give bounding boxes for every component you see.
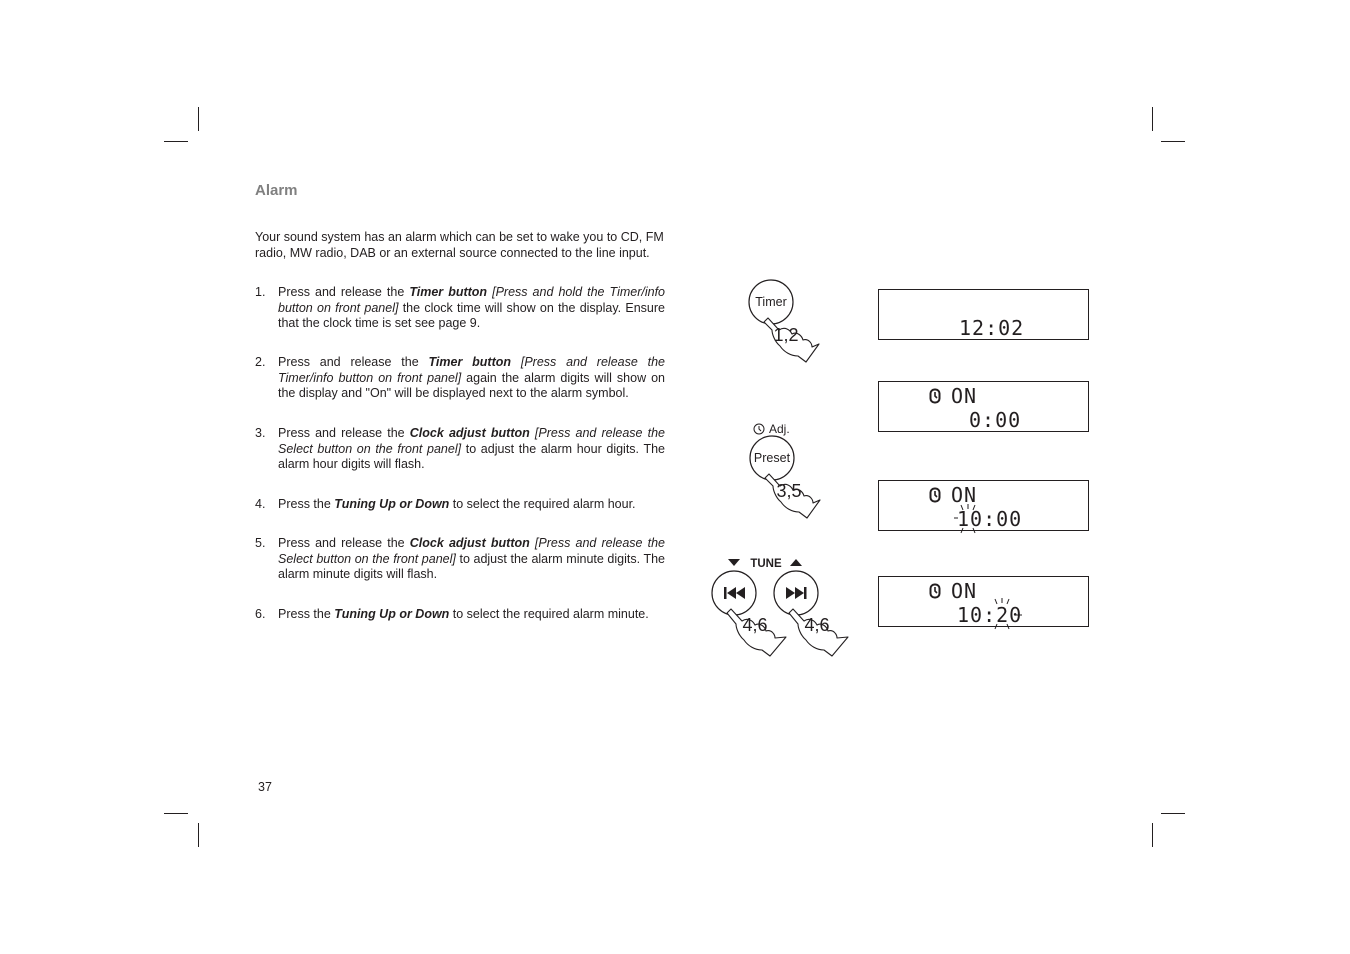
step-text-part: the clock time will show on the display. Ensure that the clock time is set see page 9. (278, 300, 666, 330)
lcd-alarm-status: ON (951, 384, 978, 408)
step-text-part: Press and release the (278, 426, 410, 440)
step-number: 3. (255, 426, 266, 440)
page-number: 37 (258, 780, 272, 794)
step-number: 5. (255, 536, 266, 550)
skip-forward-icon (786, 587, 807, 599)
preset-step-label: 3,5 (776, 481, 802, 501)
step-item (255, 426, 665, 473)
crop-mark (164, 141, 188, 142)
step-button-name: Timer button (428, 355, 512, 369)
step-item (255, 285, 665, 332)
step-number: 1. (255, 285, 266, 299)
alarm-clock-icon (929, 388, 941, 404)
flash-indicator-icon (953, 503, 987, 535)
button-illustration (700, 270, 870, 670)
step-text-part: to adjust the alarm minute digits. The alarm minute digits will flash. (278, 551, 665, 581)
triangle-up-icon (790, 559, 802, 566)
step-item (255, 536, 665, 583)
step-text-part: Press and release the (278, 285, 410, 299)
step-item (255, 497, 665, 513)
crop-mark (198, 107, 199, 131)
adj-label: Adj. (769, 422, 790, 436)
step-text (278, 536, 665, 583)
step-text (278, 497, 665, 513)
lcd-display (878, 576, 1089, 627)
page-title: Alarm (255, 182, 298, 199)
step-button-name: Clock adjust button (409, 536, 530, 550)
lcd-display (878, 381, 1089, 432)
flash-indicator-icon (987, 597, 1027, 631)
timer-step-label: 1,2 (773, 325, 799, 345)
tune-up-step-label: 4,6 (804, 615, 830, 635)
step-note: [Press and hold the Timer/info button on front panel] (278, 285, 665, 315)
intro-paragraph: Your sound system has an alarm which can be set to wake you to CD, FM radio, MW radio, DAB or an external source connected to the line input. (255, 230, 664, 260)
crop-mark (1161, 813, 1185, 814)
preset-label: Preset (753, 451, 791, 465)
step-button-name: Clock adjust button (409, 426, 530, 440)
lcd-time: 12:02 (959, 316, 1025, 340)
crop-mark (1152, 823, 1153, 847)
lcd-alarm-time: 10:00 (957, 507, 1023, 531)
lcd-alarm-time: 10:20 (957, 603, 1023, 627)
step-note: [Press and release the Select button on the front panel] (278, 426, 666, 456)
step-text (278, 355, 665, 402)
timer-label: Timer (755, 295, 787, 309)
skip-back-icon (724, 587, 745, 599)
lcd-alarm-status: ON (951, 579, 978, 603)
step-note: [Press and release the Select button on the front panel] (278, 536, 666, 566)
alarm-clock-icon (929, 583, 941, 599)
alarm-clock-icon (929, 487, 941, 503)
step-button-name: Tuning Up or Down (334, 607, 450, 621)
step-text-part: Press the (278, 497, 335, 511)
step-item (255, 607, 665, 623)
crop-mark (1152, 107, 1153, 131)
step-button-name: Tuning Up or Down (334, 497, 450, 511)
triangle-down-icon (728, 559, 740, 566)
step-button-name: Timer button (409, 285, 488, 299)
step-number: 6. (255, 607, 266, 621)
step-note: [Press and release the Timer/info button on front panel] (278, 355, 666, 385)
step-text-part: Press and release the (278, 536, 410, 550)
step-text-part: again the alarm digits will show on the display and "On" will be displayed next to the alarm symbol. (278, 370, 665, 400)
step-text-part: to adjust the alarm hour digits. The alarm hour digits will flash. (278, 441, 665, 471)
crop-mark (198, 823, 199, 847)
clock-icon (759, 426, 761, 431)
step-text (278, 285, 665, 332)
crop-mark (1161, 141, 1185, 142)
step-text-part: Press and release the (278, 355, 429, 369)
crop-mark (164, 813, 188, 814)
step-text-part: to select the required alarm minute. (449, 607, 649, 621)
lcd-alarm-status: ON (951, 483, 978, 507)
lcd-alarm-time: 0:00 (969, 408, 1022, 432)
step-number: 2. (255, 355, 266, 369)
step-text-part: Press the (278, 607, 335, 621)
step-text (278, 426, 665, 473)
step-text-part: to select the required alarm hour. (449, 497, 636, 511)
tune-label: TUNE (750, 558, 782, 570)
step-item (255, 355, 665, 402)
lcd-display (878, 289, 1089, 340)
step-number: 4. (255, 497, 266, 511)
lcd-display (878, 480, 1089, 531)
tune-down-step-label: 4,6 (742, 615, 768, 635)
step-text (278, 607, 665, 623)
